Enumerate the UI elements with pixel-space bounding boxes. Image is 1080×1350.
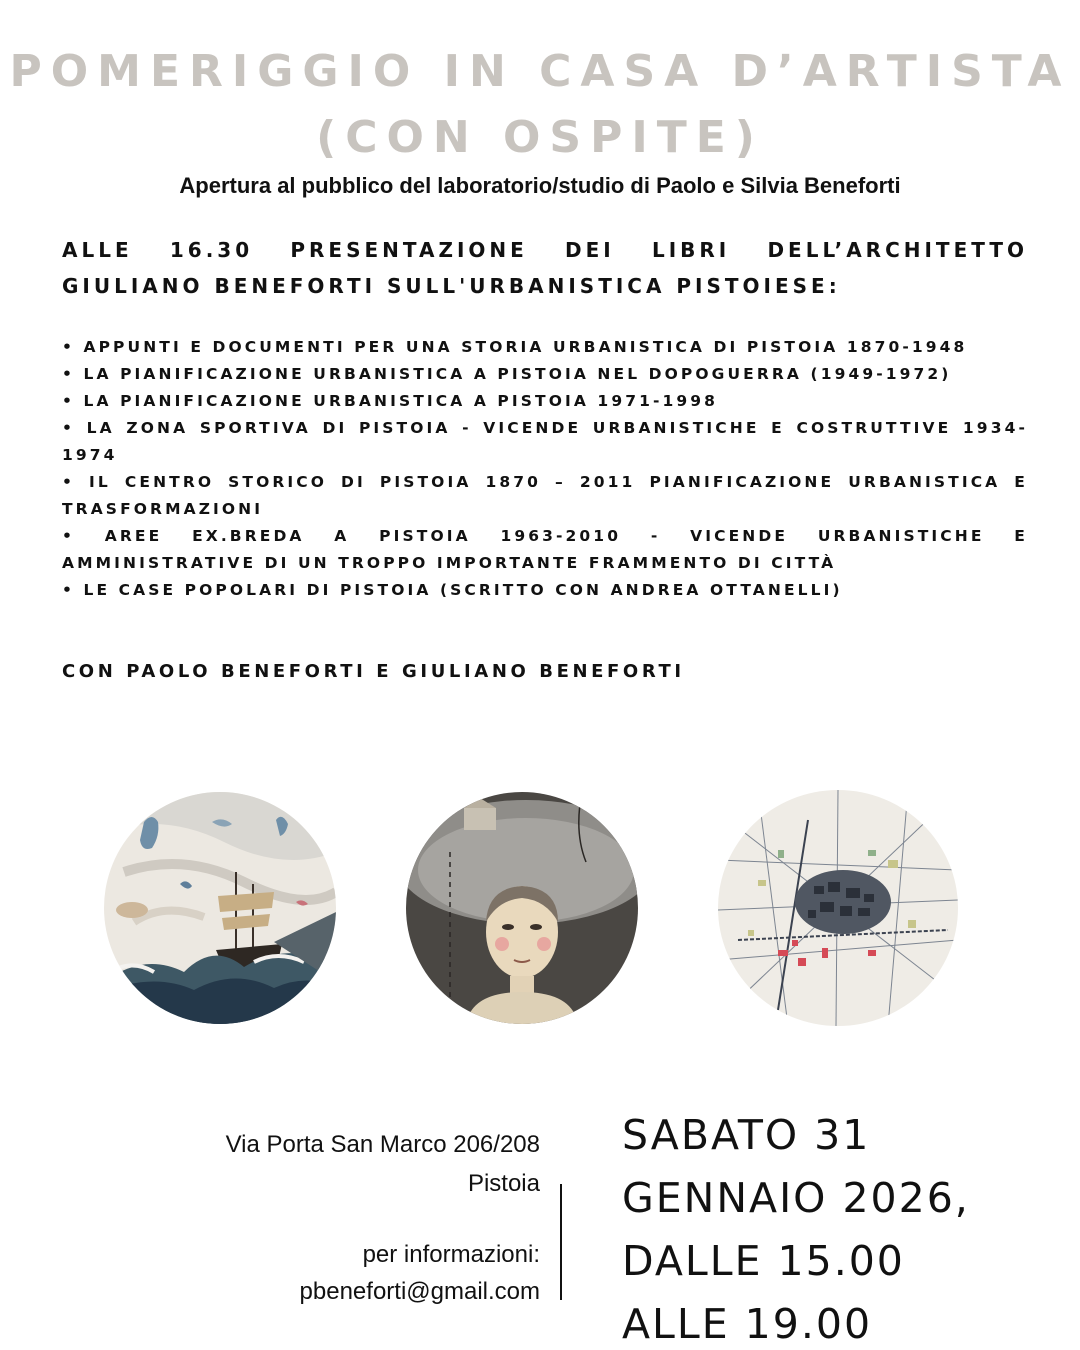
contact-email[interactable]: pbeneforti@gmail.com <box>299 1278 540 1305</box>
book-item: • AREE EX.BREDA A PISTOIA 1963-2010 - VICENDE URBANISTICHE E AMMINISTRATIVE DI UN TROPPO IMPORTANTE FRAMMENTO DI CITTÀ <box>62 527 1028 572</box>
portrait-painting-image <box>406 792 638 1024</box>
book-list <box>62 334 1028 604</box>
book-item: • LA ZONA SPORTIVA DI PISTOIA - VICENDE URBANISTICHE E COSTRUTTIVE 1934-1974 <box>62 419 1028 464</box>
artwork-portrait-painting <box>406 792 638 1024</box>
event-time-line-2: ALLE 19.00 <box>622 1300 873 1348</box>
address-city: Pistoia <box>467 1170 540 1197</box>
artwork-ship-painting <box>104 792 336 1024</box>
guests-line: CON PAOLO BENEFORTI E GIULIANO BENEFORTI <box>62 661 685 682</box>
event-subtitle: Apertura al pubblico del laboratorio/studio di Paolo e Silvia Beneforti <box>179 173 901 198</box>
artwork-city-map <box>718 790 958 1026</box>
presentation-intro: ALLE 16.30 PRESENTAZIONE DEI LIBRI DELL’ARCHITETTO GIULIANO BENEFORTI SULL'URBANISTICA PISTOIESE: <box>62 238 1028 298</box>
address-street: Via Porta San Marco 206/208 <box>225 1131 540 1158</box>
vertical-divider <box>560 1184 562 1300</box>
book-item: • LA PIANIFICAZIONE URBANISTICA A PISTOIA NEL DOPOGUERRA (1949-1972) <box>62 365 952 383</box>
book-item: • APPUNTI E DOCUMENTI PER UNA STORIA URBANISTICA DI PISTOIA 1870-1948 <box>62 338 968 356</box>
book-item: • LE CASE POPOLARI DI PISTOIA (SCRITTO CON ANDREA OTTANELLI) <box>62 581 843 599</box>
event-date-line-1: SABATO 31 <box>622 1111 871 1159</box>
book-item: • IL CENTRO STORICO DI PISTOIA 1870 – 2011 PIANIFICAZIONE URBANISTICA E TRASFORMAZIONI <box>62 473 1028 518</box>
ship-painting-image <box>104 792 336 1024</box>
event-title-line-2: (CON OSPITE) <box>316 112 764 163</box>
event-date-line-2: GENNAIO 2026, <box>622 1174 970 1222</box>
book-item: • LA PIANIFICAZIONE URBANISTICA A PISTOIA 1971-1998 <box>62 392 719 410</box>
event-time-line-1: DALLE 15.00 <box>622 1237 905 1285</box>
city-map-image <box>718 790 958 1026</box>
event-title-line-1: POMERIGGIO IN CASA D’ARTISTA <box>9 46 1071 97</box>
info-label: per informazioni: <box>362 1241 540 1268</box>
